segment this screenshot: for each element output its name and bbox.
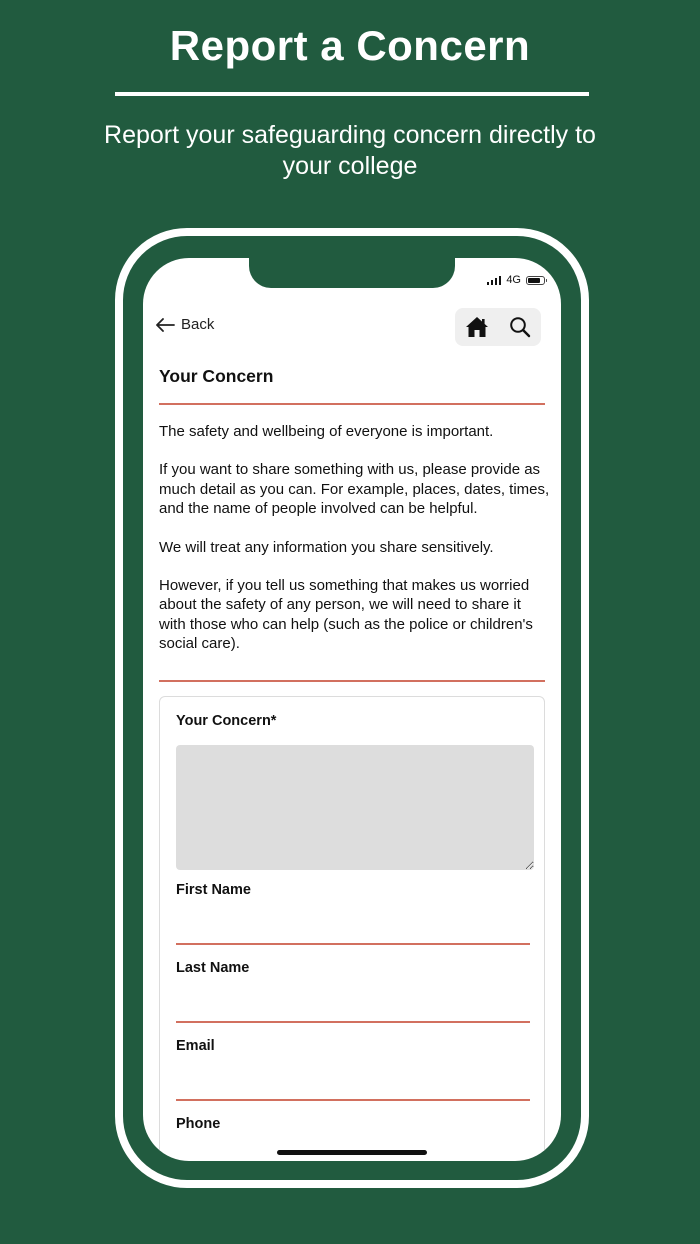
home-indicator[interactable] [277,1150,427,1155]
email-label: Email [176,1038,215,1054]
intro-paragraph: We will treat any information you share sensitively. [159,538,494,556]
promo-title: Report a Concern [169,22,531,69]
intro-divider [159,680,545,682]
signal-icon [487,275,502,285]
concern-form [159,696,545,1161]
network-label: 4G [506,274,521,286]
intro-paragraph: However, if you tell us something that makes us worried about the safety of any person, we will need to share it with those who can help (such as the police or children's social care). [159,577,533,653]
concern-textarea[interactable] [176,745,534,870]
search-icon[interactable] [507,314,533,340]
promo-divider [115,92,589,96]
intro-paragraph: The safety and wellbeing of everyone is important. [159,423,494,440]
home-icon[interactable] [464,314,490,340]
phone-notch [249,258,455,288]
back-label: Back [181,316,215,333]
intro-text [159,422,551,654]
last-name-field[interactable] [176,999,530,1023]
back-arrow-icon [155,318,175,332]
concern-label: Your Concern* [176,713,277,729]
heading-divider [159,403,545,405]
phone-label: Phone [176,1116,221,1132]
battery-icon [526,276,545,285]
last-name-label: Last Name [176,960,250,976]
first-name-field[interactable] [176,921,530,945]
back-button[interactable] [155,316,214,333]
page-title: Your Concern [159,366,274,386]
nav-actions [455,308,541,346]
status-bar [487,274,545,286]
promo-subtitle: Report your safeguarding concern directly to your college [104,121,596,180]
first-name-label: First Name [176,882,251,898]
email-field[interactable] [176,1077,530,1101]
phone-screen [143,258,561,1161]
intro-paragraph: If you want to share something with us, please provide as much detail as you can. For example, places, dates, times, and the name of people involved can be helpful. [159,461,550,518]
